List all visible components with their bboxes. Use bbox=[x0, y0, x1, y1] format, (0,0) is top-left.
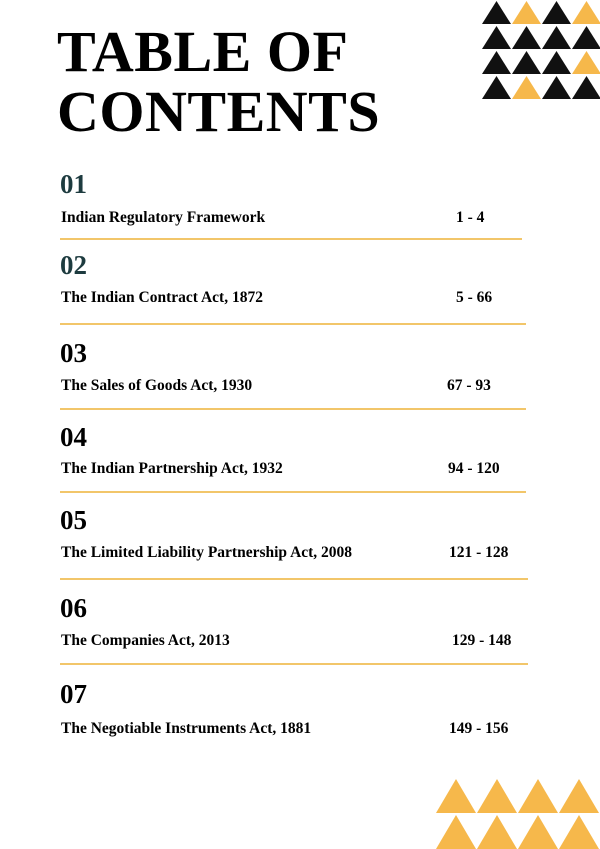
toc-entry-title: The Indian Contract Act, 1872 bbox=[61, 289, 263, 306]
triangle-shape bbox=[482, 1, 511, 24]
triangle-shape bbox=[477, 815, 517, 849]
triangle-shape bbox=[542, 76, 571, 99]
triangle-shape bbox=[542, 51, 571, 74]
triangle-shape bbox=[559, 779, 599, 813]
page-title-line-1: TABLE OF bbox=[57, 19, 349, 84]
triangle-shape bbox=[477, 779, 517, 813]
toc-entry-title: The Companies Act, 2013 bbox=[61, 632, 230, 649]
decorative-triangle-pattern-bottom bbox=[430, 776, 600, 849]
triangle-shape bbox=[512, 76, 541, 99]
toc-entry-number: 01 bbox=[60, 169, 87, 199]
toc-entry-number: 02 bbox=[60, 250, 87, 280]
triangle-shape bbox=[482, 26, 511, 49]
triangle-shape bbox=[518, 779, 558, 813]
triangle-shape bbox=[542, 26, 571, 49]
triangle-shape bbox=[512, 26, 541, 49]
page-title bbox=[57, 19, 381, 144]
toc-divider bbox=[60, 238, 522, 240]
toc-entry-pages: 5 - 66 bbox=[456, 289, 493, 306]
triangle-shape bbox=[482, 76, 511, 99]
toc-entry-title: The Negotiable Instruments Act, 1881 bbox=[61, 720, 312, 737]
triangle-shape bbox=[436, 779, 476, 813]
triangle-shape bbox=[512, 1, 541, 24]
toc-entry-title: The Limited Liability Partnership Act, 2008 bbox=[61, 544, 353, 561]
toc-divider bbox=[60, 408, 526, 410]
triangle-shape bbox=[542, 1, 571, 24]
triangle-shape bbox=[512, 51, 541, 74]
toc-entry-pages: 121 - 128 bbox=[449, 544, 509, 561]
triangle-shape bbox=[572, 1, 600, 24]
toc-entry-number: 03 bbox=[60, 338, 87, 368]
toc-entry-pages: 67 - 93 bbox=[447, 377, 491, 394]
toc-entry-pages: 1 - 4 bbox=[456, 209, 485, 226]
triangle-shape bbox=[572, 51, 600, 74]
toc-entry-number: 06 bbox=[60, 593, 87, 623]
decorative-triangle-pattern-top bbox=[482, 0, 600, 100]
toc-entry-pages: 129 - 148 bbox=[452, 632, 512, 649]
toc-entry-title: Indian Regulatory Framework bbox=[61, 209, 266, 226]
toc-divider bbox=[60, 663, 528, 665]
triangle-shape bbox=[482, 51, 511, 74]
toc-entry-title: The Indian Partnership Act, 1932 bbox=[61, 460, 283, 477]
toc-divider bbox=[60, 491, 526, 493]
triangle-shape bbox=[436, 815, 476, 849]
toc-divider bbox=[60, 578, 528, 580]
toc-entry-pages: 94 - 120 bbox=[448, 460, 500, 477]
triangle-shape bbox=[518, 815, 558, 849]
triangle-shape bbox=[572, 76, 600, 99]
toc-entry-pages: 149 - 156 bbox=[449, 720, 509, 737]
toc-entry-number: 04 bbox=[60, 422, 87, 452]
triangle-shape bbox=[559, 815, 599, 849]
toc-entry-title: The Sales of Goods Act, 1930 bbox=[61, 377, 253, 394]
page-title-line-2: CONTENTS bbox=[57, 79, 381, 144]
toc-entry-number: 05 bbox=[60, 505, 87, 535]
toc-divider bbox=[60, 323, 526, 325]
toc-entry-number: 07 bbox=[60, 679, 87, 709]
triangle-shape bbox=[572, 26, 600, 49]
